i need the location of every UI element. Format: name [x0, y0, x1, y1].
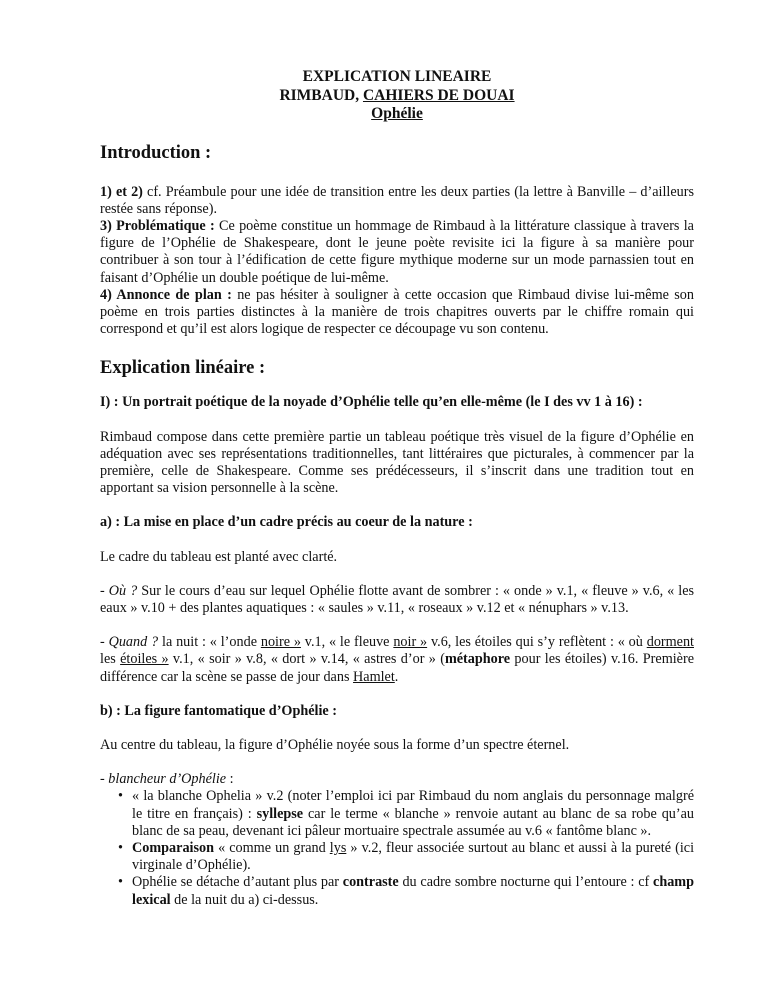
- sub-b-intro: Au centre du tableau, la figure d’Ophélie noyée sous la forme d’un spectre éternel.: [100, 736, 570, 753]
- intro-item-3: [100, 218, 694, 287]
- ou-label: Où ?: [108, 582, 138, 599]
- blancheur-label: blancheur d’Ophélie: [108, 771, 227, 788]
- bold-term: métaphore: [444, 651, 511, 668]
- underlined-text: dorment: [646, 634, 694, 651]
- work-title: Hamlet: [353, 668, 395, 685]
- underlined-text: noir »: [393, 634, 428, 651]
- text: la nuit : « l’onde: [158, 634, 261, 651]
- intro-item-label: 3) Problématique :: [100, 217, 215, 234]
- sub-a-heading: a) : La mise en place d’un cadre précis au coeur de la nature :: [100, 514, 473, 531]
- text: pour les étoiles) v.16. Première différence car la scène se passe de jour dans: [100, 651, 694, 685]
- text: « la blanche Ophelia » v.2 (noter l’emploi ici par Rimbaud du nom anglais du personnage malgré le titre en français) :: [132, 788, 694, 822]
- title-poem: Ophélie: [371, 105, 423, 122]
- title-author: RIMBAUD,: [279, 86, 363, 104]
- text: les: [100, 651, 121, 668]
- sub-a-ou: - Où ? Sur le cours d’eau sur lequel Ophélie flotte avant de sombrer : « onde » v.1, « fleuve » v.6, « les eaux » v.10 + des plantes aquatiques : « saules » v.11, « roseaux » v.12 et « nénuphars » v.13.: [100, 582, 695, 616]
- title-line-2: [100, 87, 694, 106]
- text: Ophélie se détache d’autant plus par: [132, 874, 343, 891]
- list-item: [100, 788, 694, 840]
- text: du cadre sombre nocturne qui l’entoure : cf: [398, 874, 654, 891]
- text: .: [394, 668, 399, 685]
- text: « comme un grand: [213, 839, 330, 856]
- part1-heading: I) : Un portrait poétique de la noyade d’Ophélie telle qu’en elle-même (le I des vv 1 à 16) :: [100, 394, 643, 411]
- text: » v.2, fleur associée surtout au blanc et aussi à la pureté (ici virginale d’Ophélie).: [132, 839, 695, 874]
- text: v.6, les étoiles qui s’y reflètent : « où: [427, 634, 647, 651]
- list-item: [100, 874, 694, 908]
- blancheur-line: - blancheur d’Ophélie :: [100, 771, 234, 788]
- document-content: [100, 68, 694, 909]
- text: de la nuit du a) ci-dessus.: [170, 891, 319, 908]
- underlined-text: étoiles »: [120, 651, 169, 668]
- text: v.1, « soir » v.8, « dort » v.14, « astres d’or » (: [168, 651, 445, 668]
- bold-term: Comparaison: [132, 839, 214, 856]
- intro-item-text: ne pas hésiter à souligner à cette occasion que Rimbaud divise lui-même son poème en trois parties distinctes à la manière de trois chapitres ouverts par le chiffre romain qui correspond et qu’il est alors logique de respecter ce découpage vu son contenu.: [100, 286, 694, 338]
- intro-item-label: 4) Annonce de plan :: [100, 286, 232, 303]
- sub-a-quand: - Quand ? la nuit : « l’onde noire » v.1, « le fleuve noir » v.6, les étoiles qui s’y reflètent : « où dorment les étoiles » v.1, « soir » v.8, « dort » v.14, « astres d’or » (métaphore pour les étoiles) v.16. Première différence car la scène se passe de jour dans Hamlet.: [100, 634, 694, 685]
- blancheur-list: [100, 788, 694, 908]
- intro-item-1: [100, 184, 694, 218]
- list-item: [100, 840, 694, 874]
- text: car le terme « blanche » renvoie autant au blanc de sa robe qu’au blanc de sa peau, devenant ici pâleur mortuaire spectrale assumée au v.6 « fantôme blanc ».: [132, 805, 694, 839]
- underlined-text: lys: [329, 839, 347, 856]
- part1-intro: Rimbaud compose dans cette première partie un tableau poétique très visuel de la figure d’Ophélie en adéquation avec ses représentations traditionnelles, tant littéraires que picturales, à commencer par la première, celle de Shakespeare. Comme ses prédécesseurs, il s’inscrit dans une tradition tout en apportant sa vision personnelle à la scène.: [100, 428, 694, 497]
- sub-a-intro: Le cadre du tableau est planté avec clarté.: [100, 548, 338, 565]
- sub-b-heading: b) : La figure fantomatique d’Ophélie :: [100, 702, 337, 719]
- underlined-text: noire »: [260, 634, 301, 651]
- text: v.1, « le fleuve: [300, 634, 394, 651]
- title-block: [100, 68, 694, 124]
- title-work: CAHIERS DE DOUAI: [362, 86, 515, 104]
- ou-text: Sur le cours d’eau sur lequel Ophélie flotte avant de sombrer : « onde » v.1, « fleuve » v.6, « les eaux » v.10 + des plantes aquatiques : « saules » v.11, « roseaux » v.12 et « nénuphars » v.13.: [100, 582, 695, 616]
- intro-item-text: cf. Préambule pour une idée de transition entre les deux parties (la lettre à Banville – d’ailleurs restée sans réponse).: [100, 183, 694, 217]
- intro-item-text: Ce poème constitue un hommage de Rimbaud à la littérature classique à travers la figure de l’Ophélie de Shakespeare, dont le jeune poète revisite ici la figure à sa manière pour contribuer à son tour à l’édification de cette figure mythique moderne sur un mode parnassien tout en faisant d’Ophélie un double poétique de lui-même.: [100, 217, 694, 286]
- intro-item-4: [100, 287, 694, 339]
- bold-term: champ lexical: [132, 874, 695, 908]
- title-line-1: EXPLICATION LINEAIRE: [302, 68, 492, 85]
- bold-term: syllepse: [256, 805, 304, 822]
- explication-heading: Explication linéaire :: [100, 358, 266, 379]
- intro-item-label: 1) et 2): [100, 183, 143, 200]
- quand-label: Quand ?: [108, 634, 159, 651]
- bold-term: contraste: [342, 874, 399, 891]
- introduction-heading: Introduction :: [100, 142, 212, 163]
- text: :: [226, 771, 234, 788]
